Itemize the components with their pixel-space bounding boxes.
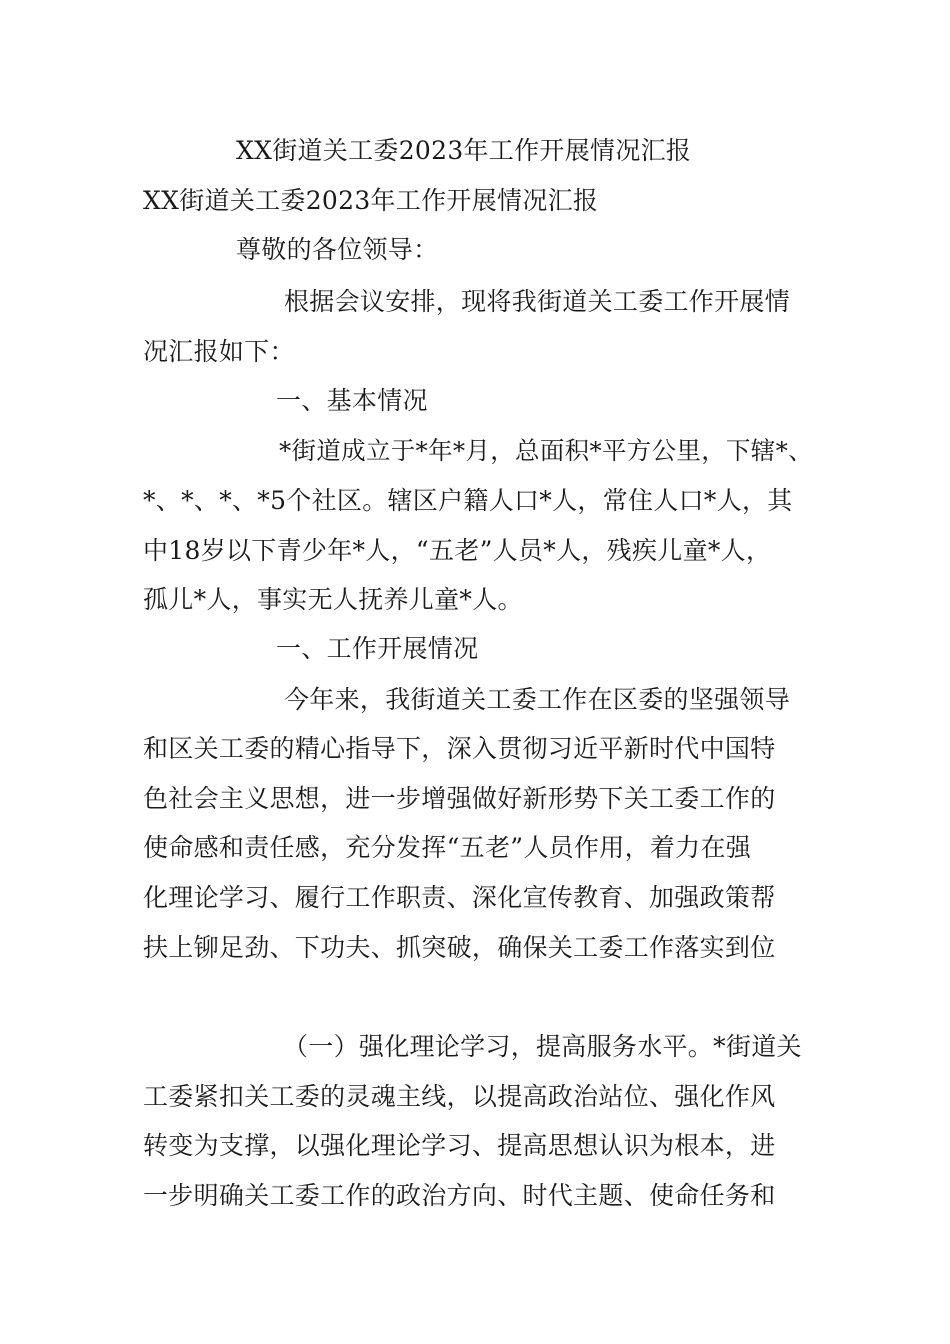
paragraph-line: 今年来，我街道关工委工作在区委的坚强领导 xyxy=(284,685,791,714)
section-heading-work: 一、工作开展情况 xyxy=(276,634,479,663)
paragraph-line: 工委紧扣关工委的灵魂主线，以提高政治站位、强化作风 xyxy=(143,1082,776,1111)
paragraph-line: 转变为支撑，以强化理论学习、提高思想认识为根本，进 xyxy=(143,1131,776,1160)
paragraph-line: 中18岁以下青少年*人，“五老”人员*人，残疾儿童*人， xyxy=(143,536,772,565)
paragraph-line: 孤儿*人，事实无人抚养儿童*人。 xyxy=(143,585,523,614)
paragraph-line: *、*、*、*5个社区。辖区户籍人口*人，常住人口*人，其 xyxy=(143,486,793,515)
subsection-line: （一）强化理论学习，提高服务水平。*街道关 xyxy=(283,1032,802,1061)
intro-line: 况汇报如下： xyxy=(143,337,295,366)
document-subtitle: XX街道关工委2023年工作开展情况汇报 xyxy=(143,186,599,215)
paragraph-line: 扶上铆足劲、下功夫、抓突破，确保关工委工作落实到位 xyxy=(143,933,776,962)
paragraph-line: 和区关工委的精心指导下，深入贯彻习近平新时代中国特 xyxy=(143,734,776,763)
section-heading-basic: 一、基本情况 xyxy=(276,386,428,415)
paragraph-line: 一步明确关工委工作的政治方向、时代主题、使命任务和 xyxy=(143,1181,776,1210)
document-title: XX街道关工委2023年工作开展情况汇报 xyxy=(236,136,692,165)
paragraph-line: 色社会主义思想，进一步增强做好新形势下关工委工作的 xyxy=(143,784,776,813)
paragraph-line: 使命感和责任感，充分发挥“五老”人员作用，着力在强 xyxy=(143,833,752,862)
paragraph-line: 化理论学习、履行工作职责、深化宣传教育、加强政策帮 xyxy=(143,883,776,912)
intro-line: 根据会议安排，现将我街道关工委工作开展情 xyxy=(284,287,791,316)
salutation: 尊敬的各位领导： xyxy=(236,235,439,264)
paragraph-line: *街道成立于*年*月，总面积*平方公里，下辖*、 xyxy=(279,436,813,465)
